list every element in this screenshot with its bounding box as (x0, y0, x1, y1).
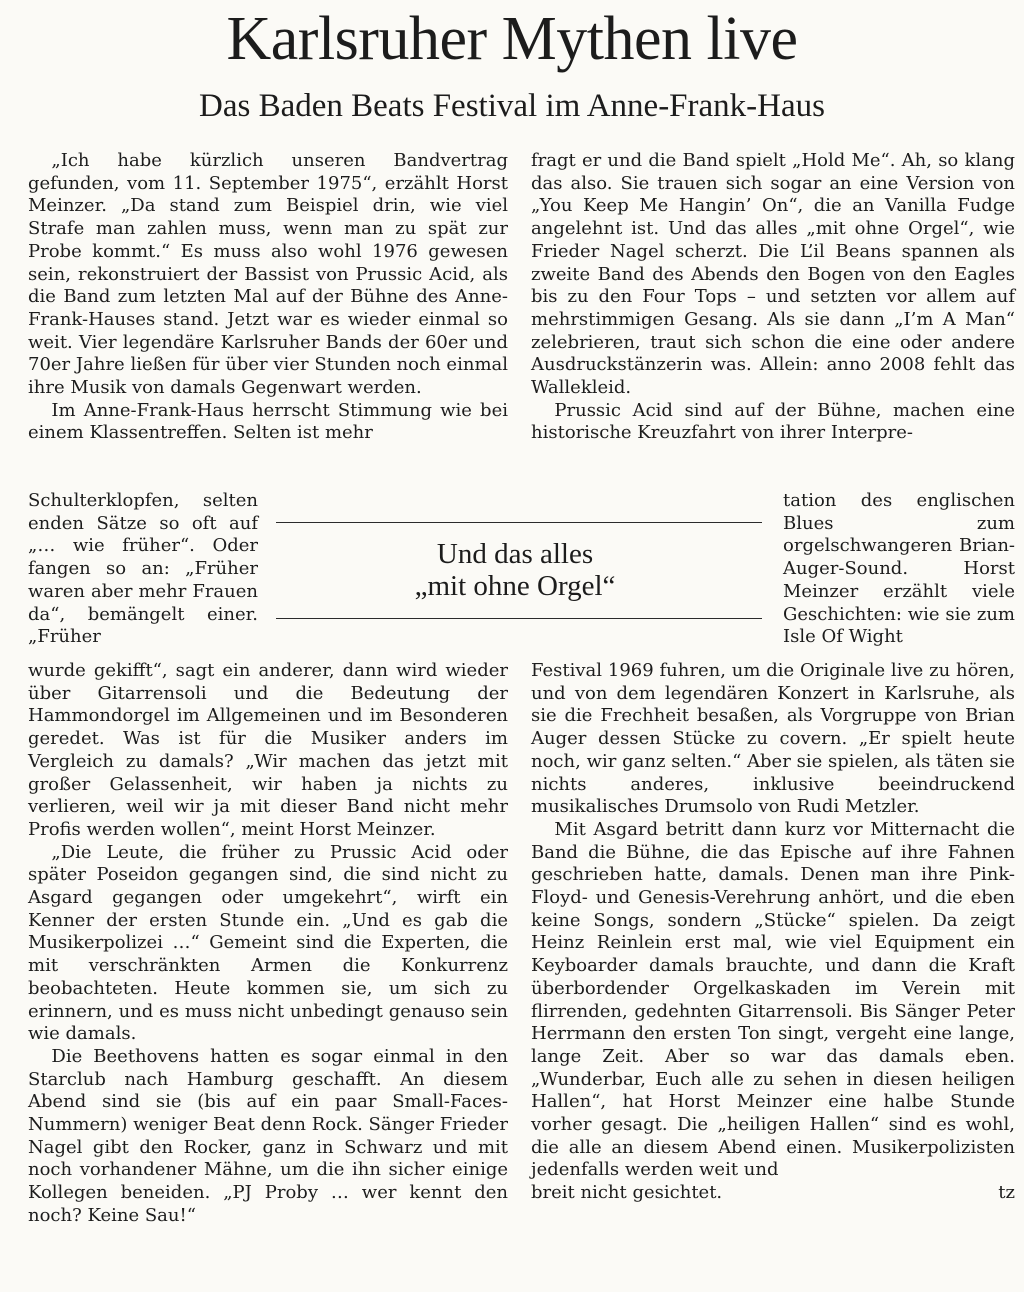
left-wrap-narrow (28, 490, 258, 649)
right-wrap-narrow (783, 490, 1015, 649)
left-paragraph-4: Die Beethovens hatten es sogar einmal in den Starclub nach Hamburg geschafft. An diesem Abend sind sie (bis auf ein paar Small-Faces-Nummern) weniger Beat denn Rock. Sänger Frieder Nagel gibt den Rocker, ganz in Schwarz und mit noch vorhandener Mähne, um die ihn sicher einige Kollegen beneiden. „PJ Proby … wer kennt den noch? Keine Sau!“ (28, 1045, 508, 1226)
left-paragraph-2-narrow: Schulterklopfen, selten enden Sätze so oft auf „… wie früher“. Oder fangen so an: „Früher waren aber mehr Frauen da“, bemängelt einer. „Früher (28, 490, 258, 648)
pullquote-line-2: „mit ohne Orgel“ (414, 570, 616, 602)
closing-line (531, 1182, 1015, 1205)
author-signature: tz (998, 1182, 1015, 1204)
pullquote-top-rule (276, 522, 762, 523)
left-paragraph-2-lead: Im Anne-Frank-Haus herrscht Stimmung wie bei einem Klassentreffen. Selten ist mehr (28, 399, 508, 444)
pullquote-line-1: Und das alles (436, 538, 594, 570)
pullquote (390, 538, 640, 602)
left-paragraph-2-rest: wurde gekifft“, sagt ein anderer, dann wird wieder über Gitarrensoli und die Bedeutung der Hammondorgel im Allgemeinen und im Besonderen geredet. Was ist für die Musiker anders im Vergleich zu damals? „Wir machen das jetzt mit großer Gelassenheit, wir haben ja nichts zu verlieren, weil wir ja mit dieser Band nicht mehr Profis werden wollen“, meint Horst Meinzer. (28, 660, 508, 840)
right-paragraph-2-rest: Festival 1969 fuhren, um die Originale live zu hören, und von dem legendären Konzert in Karlsruhe, als sie die Frechheit besaßen, als Vorgruppe von Brian Auger dessen Stücke zu covern. „Er spielt heute noch, wir ganz selten.“ Aber sie spielen, als täten sie nichts anderes, inklusive beeindruckend musikalisches Drumsolo von Rudi Metzler. (531, 660, 1015, 818)
right-paragraph-3: Mit Asgard betritt dann kurz vor Mitternacht die Band die Bühne, die das Epische auf ihre Fahnen geschrieben hatte, damals. Denen man ihre Pink-Floyd- und Genesis-Verehrung anhört, und die eben keine Songs, sondern „Stücke“ spielen. Da zeigt Heinz Reinlein erst mal, wie viel Equipment ein Keyboarder damals brauchte, und dann die Kraft überbordender Orgelkaskaden im Verein mit flirrenden, gedehnten Gitarrensoli. Bis Sänger Peter Herrmann den ersten Ton singt, vergeht eine lange, lange Zeit. Aber so war das damals eben. „Wunderbar, Euch alle zu sehen in diesen heiligen Hallen“, hat Horst Meinzer eine halbe Stunde vorher gesagt. Die „heiligen Hallen“ sind es wohl, die alle an diesem Abend einen. Musikerpolizisten jedenfalls werden weit und (531, 818, 1015, 1181)
left-paragraph-1: „Ich habe kürzlich unseren Bandvertrag gefunden, vom 11. September 1975“, erzählt Horst Meinzer. „Da stand zum Beispiel drin, wie viel Strafe man zahlen muss, wenn man zu spät zur Probe kommt.“ Es muss also wohl 1976 gewesen sein, rekonstruiert der Bassist von Prussic Acid, als die Band zum letzten Mal auf der Bühne des Anne-Frank-Hauses stand. Jetzt war es wieder einmal so weit. Vier legendäre Karlsruher Bands der 60er und 70er Jahre ließen für über vier Stunden noch einmal ihre Musik von damals Gegenwart werden. (28, 150, 508, 399)
pullquote-bottom-rule (276, 618, 762, 619)
right-paragraph-2-lead: Prussic Acid sind auf der Bühne, machen eine historische Kreuzfahrt von ihrer Interpre- (531, 399, 1015, 444)
right-column-top (531, 150, 1015, 445)
subheadline: Das Baden Beats Festival im Anne-Frank-Haus (199, 88, 825, 124)
right-paragraph-2-narrow: tation des englischen Blues zum orgelschwangeren Brian-Auger-Sound. Horst Meinzer erzählt viele Geschichten: wie sie zum Isle Of Wight (783, 490, 1015, 648)
left-column-bottom (28, 660, 508, 1228)
left-column-top (28, 150, 508, 445)
right-column-bottom (531, 660, 1015, 1205)
headline: Karlsruher Mythen live (226, 5, 798, 73)
right-paragraph-1: fragt er und die Band spielt „Hold Me“. Ah, so klang das also. Sie trauen sich sogar an eine Version von „You Keep Me Hangin’ On“, die an Vanilla Fudge angelehnt ist. Und das alles „mit ohne Orgel“, wie Frieder Nagel scherzt. Die L’il Beans spannen als zweite Band des Abends den Bogen von den Eagles bis zu den Four Tops – und setzten vor allem auf mehrstimmigen Gesang. Als sie dann „I’m A Man“ zelebrieren, traut sich schon die eine oder andere Ausdruckstänzerin was. Allein: anno 2008 fehlt das Wallekleid. (531, 150, 1015, 399)
right-paragraph-3-last-line: breit nicht gesichtet. (531, 1182, 723, 1204)
left-paragraph-3: „Die Leute, die früher zu Prussic Acid oder später Poseidon gegangen sind, die sind nicht zu Asgard gegangen oder umgekehrt“, wirft ein Kenner der ersten Stunde ein. „Und es gab die Musikerpolizei …“ Gemeint sind die Experten, die mit verschränkten Armen die Konkurrenz beobachteten. Heute kommen sie, um sich zu erinnern, und es muss nicht unbedingt genauso sein wie damals. (28, 841, 508, 1045)
